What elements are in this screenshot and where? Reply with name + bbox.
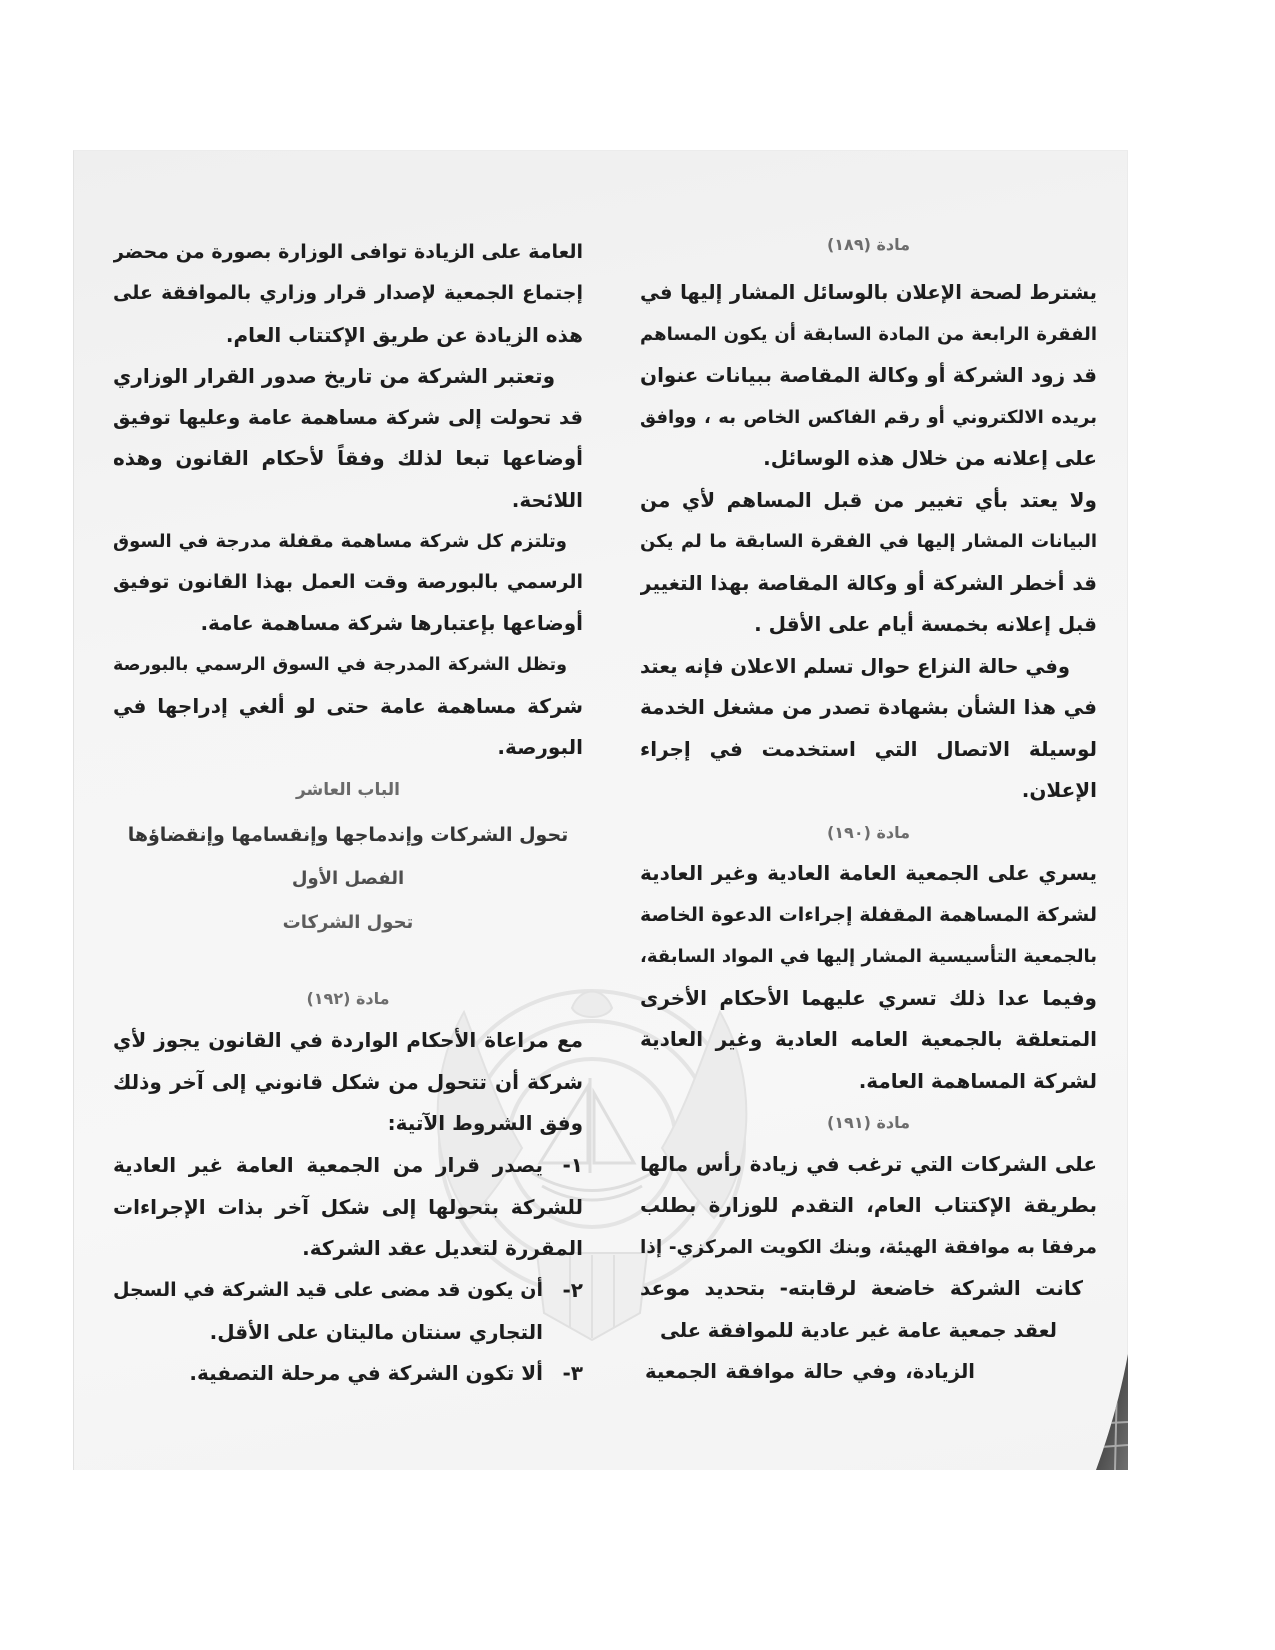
text-line: كانت الشركة خاضعة لرقابته- بتحديد موعد: [640, 1276, 1083, 1300]
text-line: هذه الزيادة عن طريق الإكتتاب العام.: [225, 322, 583, 347]
paragraph: [640, 1144, 1097, 1393]
article-heading: مادة (١٩٠): [826, 822, 911, 842]
text-line: لوسيلة الاتصال التي استخدمت في إجراء: [640, 736, 1097, 761]
text-line: الرسمي بالبورصة وقت العمل بهذا القانون توفيق: [113, 571, 583, 593]
paragraph: [640, 853, 1097, 1102]
text-line: المتعلقة بالجمعية العامه العادية وغير العادية: [640, 1027, 1097, 1051]
article-heading: مادة (١٨٩): [826, 235, 911, 254]
article-190: [640, 812, 1097, 1103]
text-line: قد تحولت إلى شركة مساهمة عامة وعليها توفيق: [113, 406, 583, 429]
text-line: للشركة بتحولها إلى شكل آخر بذات الإجراءات: [113, 1194, 583, 1219]
text-line: وتعتبر الشركة من تاريخ صدور القرار الوزاري: [113, 363, 555, 388]
section-headings: [113, 768, 583, 945]
text-line: شركة أن تتحول من شكل قانوني إلى آخر وذلك: [113, 1069, 583, 1094]
article-heading: مادة (١٩١): [826, 1113, 911, 1132]
text-line: العامة على الزيادة توافى الوزارة بصورة من محضر: [113, 241, 583, 263]
text-line: شركة مساهمة عامة حتى لو ألغي إدراجها في: [113, 693, 583, 718]
text-line: قد زود الشركة أو وكالة المقاصة ببيانات عنوان: [640, 363, 1097, 387]
text-line: الزيادة، وفي حالة موافقة الجمعية: [645, 1360, 975, 1383]
text-line: وفي حالة النزاع حوال تسلم الاعلان فإنه يعتد: [640, 654, 1070, 678]
condition-first-line: [113, 1353, 583, 1395]
text-line: بطريقة الإكتتاب العام، التقدم للوزارة بطلب: [640, 1193, 1097, 1217]
right-column: [640, 224, 1097, 1393]
text-line: اللائحة.: [511, 487, 583, 512]
text-line: قد أخطر الشركة أو وكالة المقاصة بهذا التغيير: [640, 570, 1097, 595]
left-column: [113, 232, 583, 1395]
text-line: قبل إعلانه بخمسة أيام على الأقل .: [754, 612, 1097, 636]
article-191-continued: [113, 232, 583, 768]
text-line: ألا تكون الشركة في مرحلة التصفية.: [189, 1361, 543, 1386]
condition-item: [113, 1145, 583, 1270]
text-line: إجتماع الجمعية لإصدار قرار وزاري بالموافقة على: [113, 282, 583, 305]
paragraph: [640, 646, 1097, 812]
paragraph: [113, 1020, 583, 1145]
condition-number: ٣-: [562, 1361, 583, 1386]
text-line: مرفقا به موافقة الهيئة، وبنك الكويت المركزي- إذا: [640, 1236, 1097, 1258]
article-191: [640, 1102, 1097, 1393]
text-line: التجاري سنتان ماليتان على الأقل.: [209, 1319, 543, 1344]
article-heading: مادة (١٩٢): [306, 989, 390, 1009]
paragraph: [113, 521, 583, 645]
condition-item: [113, 1270, 583, 1353]
text-line: أوضاعها بإعتبارها شركة مساهمة عامة.: [200, 611, 583, 636]
text-line: البيانات المشار إليها في الفقرة السابقة ما لم يكن: [640, 531, 1097, 552]
text-line: أوضاعها تبعا لذلك وفقاً لأحكام القانون وهذه: [113, 446, 583, 471]
text-line: بريده الالكتروني أو رقم الفاكس الخاص به ، ووافق: [640, 406, 1097, 428]
text-line: المقررة لتعديل عقد الشركة.: [302, 1236, 583, 1261]
text-line: يسري على الجمعية العامة العادية وغير العادية: [640, 861, 1097, 885]
text-line: لشركة المساهمة العامة.: [858, 1068, 1097, 1093]
condition-item: [113, 1353, 583, 1395]
article-192: [113, 978, 583, 1395]
paragraph: [113, 356, 583, 521]
part-heading: الباب العاشر: [295, 780, 401, 801]
text-line: لعقد جمعية عامة غير عادية للموافقة على: [660, 1318, 1057, 1342]
text-line: على الشركات التي ترغب في زيادة رأس مالها: [640, 1151, 1097, 1176]
text-line: وتلتزم كل شركة مساهمة مقفلة مدرجة في السوق: [113, 530, 567, 552]
chapter-heading: الفصل الأول: [291, 867, 405, 889]
text-line: الإعلان.: [1021, 778, 1097, 802]
text-line: البورصة.: [497, 735, 583, 759]
text-line: الفقرة الرابعة من المادة السابقة أن يكون المساهم: [640, 323, 1097, 345]
condition-first-line: [113, 1270, 583, 1312]
condition-first-line: [113, 1145, 583, 1187]
paragraph: [113, 645, 583, 769]
text-line: يصدر قرار من الجمعية العامة غير العادية: [113, 1153, 543, 1177]
text-line: وفق الشروط الآتية:: [387, 1111, 583, 1136]
chapter-title: تحول الشركات: [282, 912, 414, 933]
condition-number: ١-: [562, 1153, 583, 1177]
text-line: مع مراعاة الأحكام الواردة في القانون يجوز لأي: [113, 1027, 583, 1052]
text-line: يشترط لصحة الإعلان بالوسائل المشار إليها في: [640, 281, 1097, 304]
paragraph: [113, 232, 583, 356]
article-189: [640, 224, 1097, 812]
text-line: ولا يعتد بأي تغيير من قبل المساهم لأي من: [640, 487, 1097, 512]
part-title: تحول الشركات وإندماجها وإنقسامها وإنقضاؤها: [127, 823, 569, 846]
condition-number: ٢-: [562, 1278, 583, 1303]
text-line: على إعلانه من خلال هذه الوسائل.: [763, 446, 1097, 470]
text-line: وفيما عدا ذلك تسري عليهما الأحكام الأخرى: [640, 985, 1097, 1010]
text-line: في هذا الشأن بشهادة تصدر من مشغل الخدمة: [640, 695, 1097, 719]
text-line: بالجمعية التأسيسية المشار إليها في المواد السابقة،: [640, 946, 1097, 967]
text-line: لشركة المساهمة المقفلة إجراءات الدعوة الخاصة: [640, 903, 1097, 926]
paragraph: [640, 272, 1097, 480]
paragraph: [640, 480, 1097, 646]
text-line: أن يكون قد مضى على قيد الشركة في السجل: [113, 1279, 543, 1302]
text-line: وتظل الشركة المدرجة في السوق الرسمي بالبورصة: [113, 654, 567, 675]
